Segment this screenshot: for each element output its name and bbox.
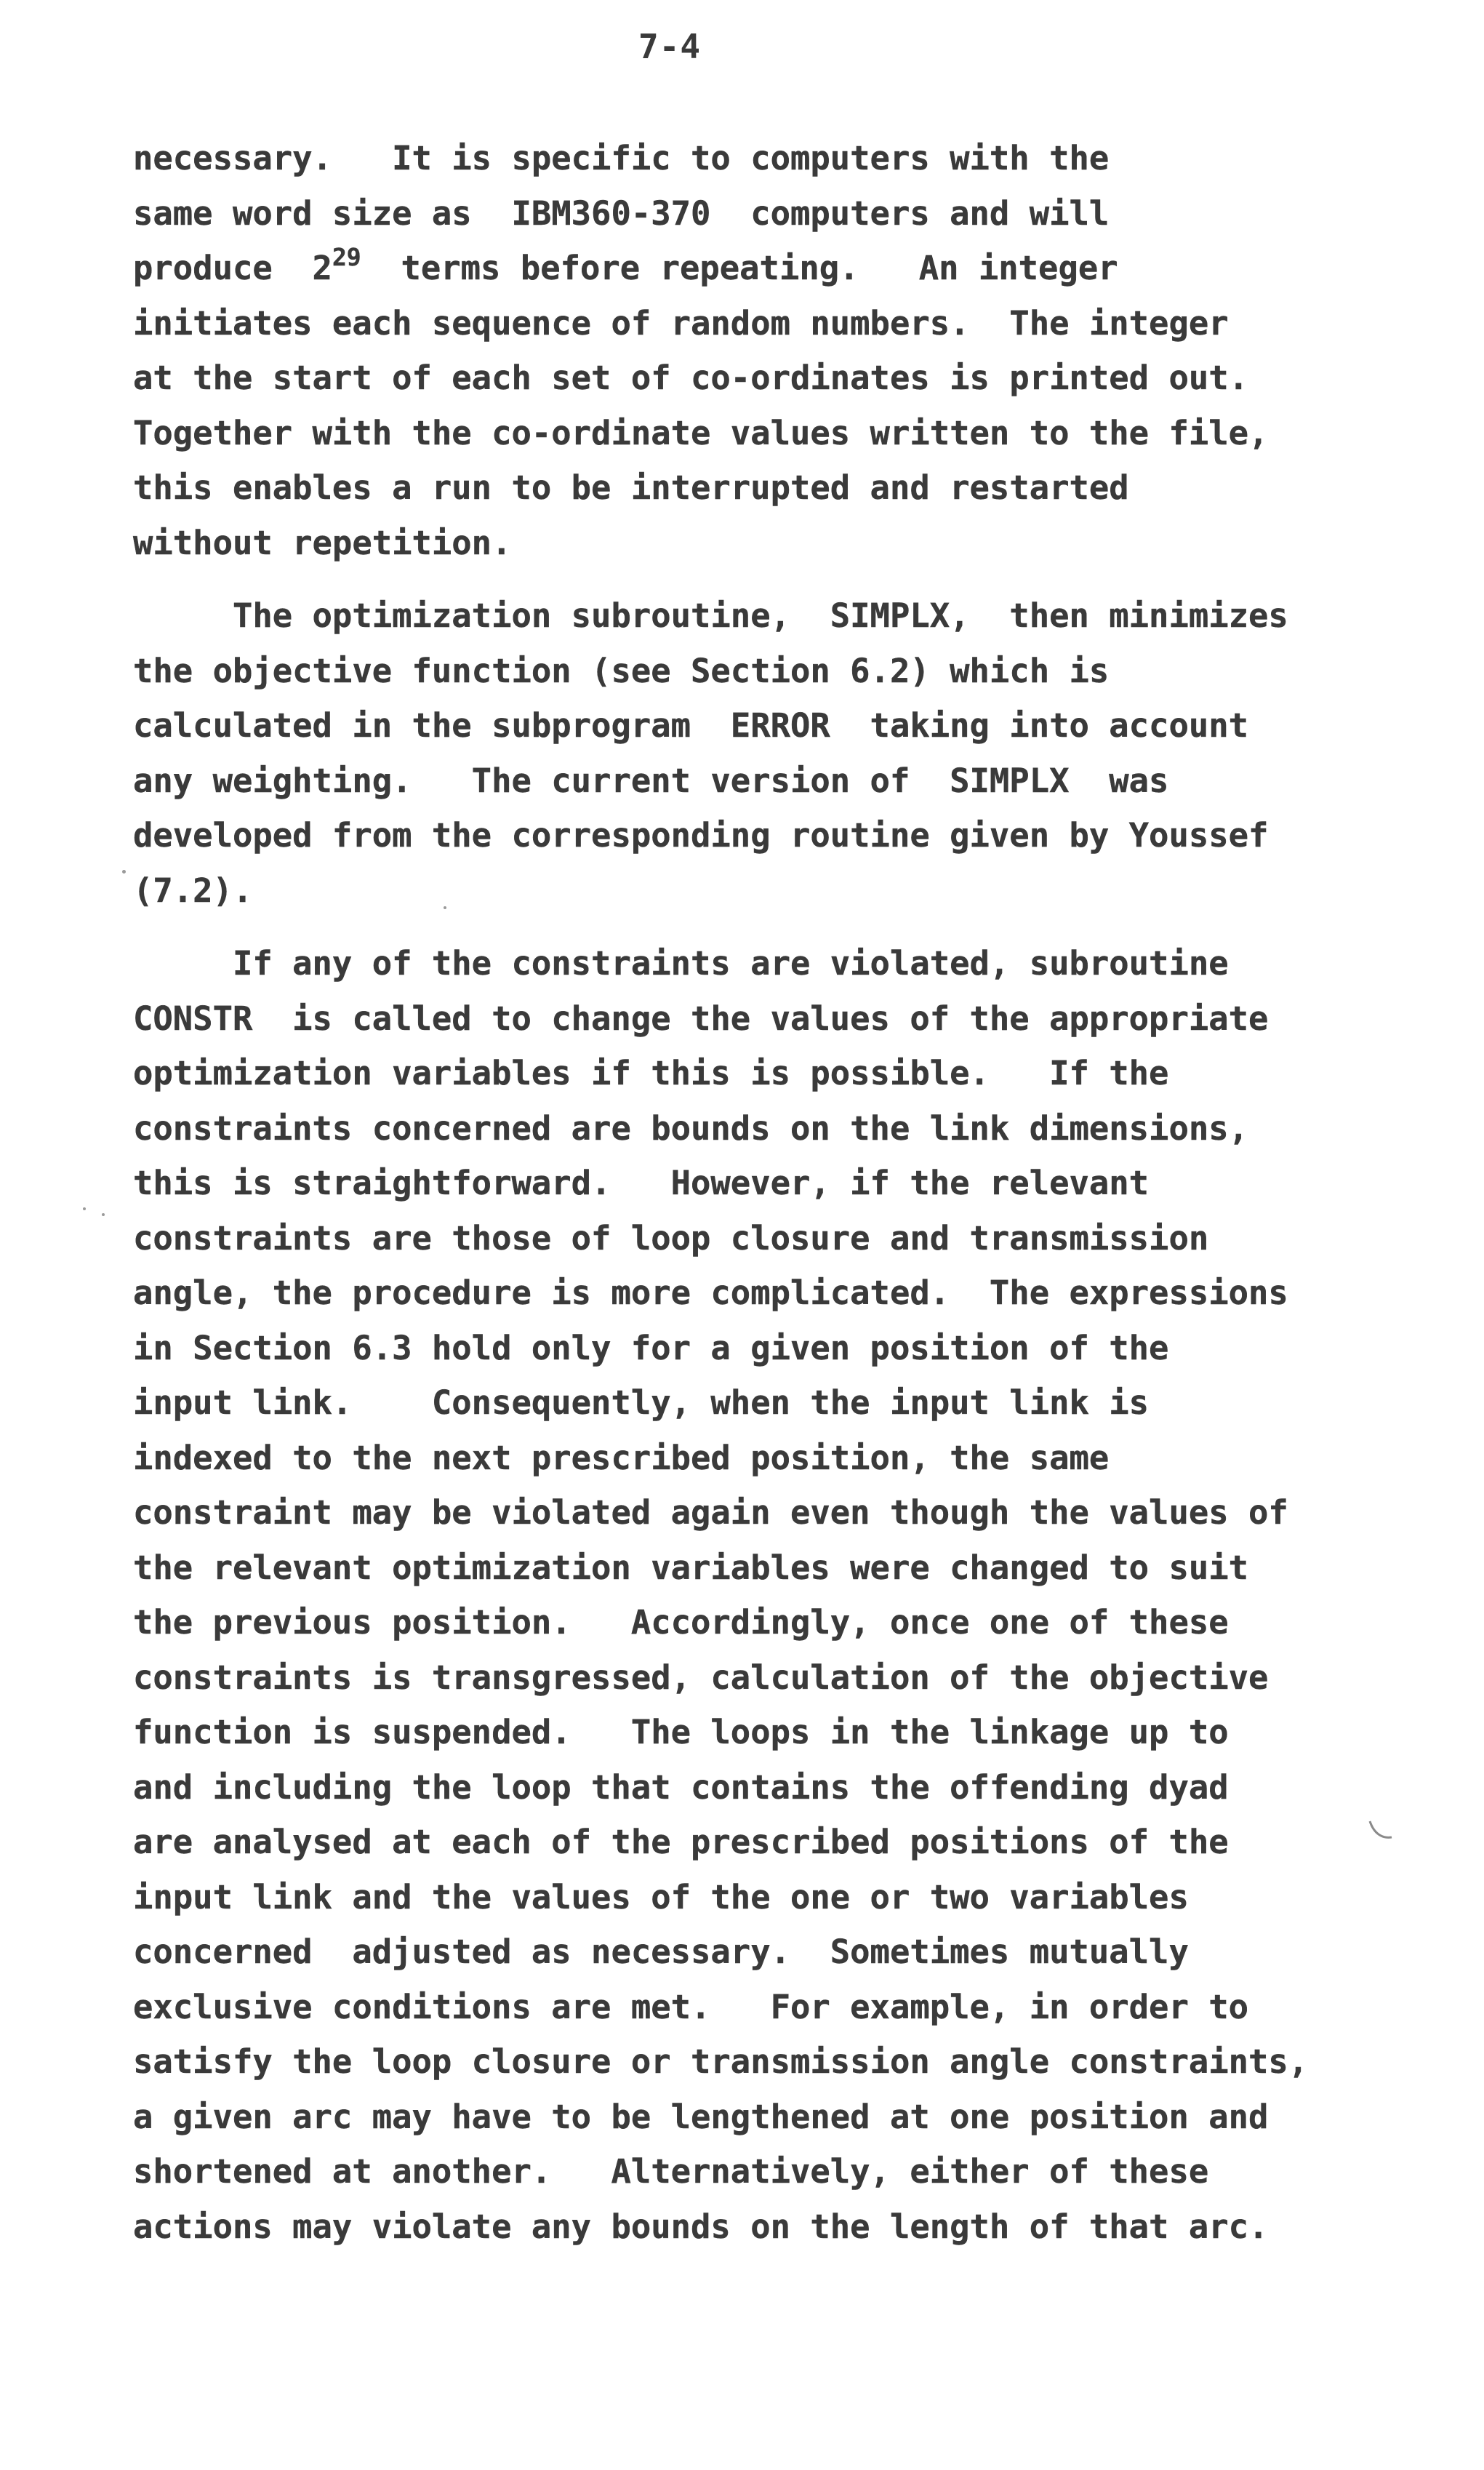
- text-segment: terms before repeating. An integer: [361, 249, 1118, 287]
- text-line: input link and the values of the one or two variables: [133, 1877, 1189, 1917]
- text-line: same word size as IBM360-370 computers and will: [133, 193, 1110, 233]
- text-line: shortened at another. Alternatively, either of these: [133, 2152, 1209, 2191]
- text-line: constraint may be violated again even though the values of: [133, 1493, 1288, 1532]
- text-line: developed from the corresponding routine given by Youssef: [133, 816, 1269, 855]
- text-line: a given arc may have to be lengthened at one position and: [133, 2097, 1269, 2136]
- paragraph-2: [133, 588, 1435, 918]
- text-line: constraints concerned are bounds on the link dimensions,: [133, 1108, 1249, 1148]
- text-line: and including the loop that contains the offending dyad: [133, 1767, 1229, 1807]
- text-line: If any of the constraints are violated, subroutine: [133, 944, 1229, 983]
- paragraph-gap: [133, 918, 1435, 936]
- text-line: initiates each sequence of random numbers. The integer: [133, 303, 1229, 343]
- text-line: this enables a run to be interrupted and restarted: [133, 468, 1129, 507]
- paragraph-gap: [133, 570, 1435, 588]
- text-line: necessary. It is specific to computers with the: [133, 139, 1110, 177]
- text-line: concerned adjusted as necessary. Sometimes mutually: [133, 1933, 1189, 1971]
- text-line: CONSTR is called to change the values of the appropriate: [133, 999, 1269, 1038]
- text-line: constraints is transgressed, calculation of the objective: [133, 1658, 1269, 1697]
- text-line: angle, the procedure is more complicated. The expressions: [133, 1274, 1288, 1312]
- text-line: indexed to the next prescribed position, the same: [133, 1438, 1110, 1477]
- text-line: Together with the co-ordinate values written to the file,: [133, 413, 1269, 452]
- text-line: without repetition.: [133, 523, 512, 562]
- text-line: calculated in the subprogram ERROR taking into account: [133, 706, 1249, 745]
- scan-speck: [102, 1213, 105, 1216]
- text-line: satisfy the loop closure or transmission angle constraints,: [133, 2042, 1309, 2081]
- text-line: optimization variables if this is possible. If the: [133, 1054, 1169, 1092]
- text-line: this is straightforward. However, if the relevant: [133, 1164, 1150, 1202]
- scan-speck: [83, 1207, 86, 1210]
- text-line: function is suspended. The loops in the linkage up to: [133, 1713, 1229, 1751]
- page-number: 7-4: [638, 27, 702, 66]
- text-line: the relevant optimization variables were changed to suit: [133, 1548, 1249, 1587]
- scan-speck: [122, 870, 126, 874]
- text-line: any weighting. The current version of SIMPLX was: [133, 761, 1169, 800]
- body-text: [133, 131, 1435, 2254]
- paragraph-1: [133, 131, 1435, 570]
- text-line: actions may violate any bounds on the length of that arc.: [133, 2207, 1269, 2246]
- text-line: at the start of each set of co-ordinates is printed out.: [133, 359, 1249, 397]
- text-line: are analysed at each of the prescribed positions of the: [133, 1823, 1229, 1861]
- scan-speck: [444, 906, 446, 909]
- text-line: The optimization subroutine, SIMPLX, then minimizes: [133, 596, 1288, 635]
- text-line: the objective function (see Section 6.2) which is: [133, 651, 1110, 690]
- text-line: (7.2).: [133, 871, 253, 910]
- text-line: exclusive conditions are met. For example, in order to: [133, 1987, 1249, 2026]
- exponent: 29: [332, 243, 361, 271]
- text-segment: produce 2: [133, 249, 332, 287]
- text-line-with-exponent: [133, 241, 1435, 296]
- text-line: input link. Consequently, when the input link is: [133, 1383, 1150, 1422]
- text-line: the previous position. Accordingly, once one of these: [133, 1603, 1229, 1642]
- text-line: in Section 6.3 hold only for a given position of the: [133, 1328, 1169, 1367]
- paragraph-3: [133, 936, 1435, 2254]
- text-line: constraints are those of loop closure and transmission: [133, 1218, 1209, 1258]
- scan-mark: [1367, 1817, 1396, 1846]
